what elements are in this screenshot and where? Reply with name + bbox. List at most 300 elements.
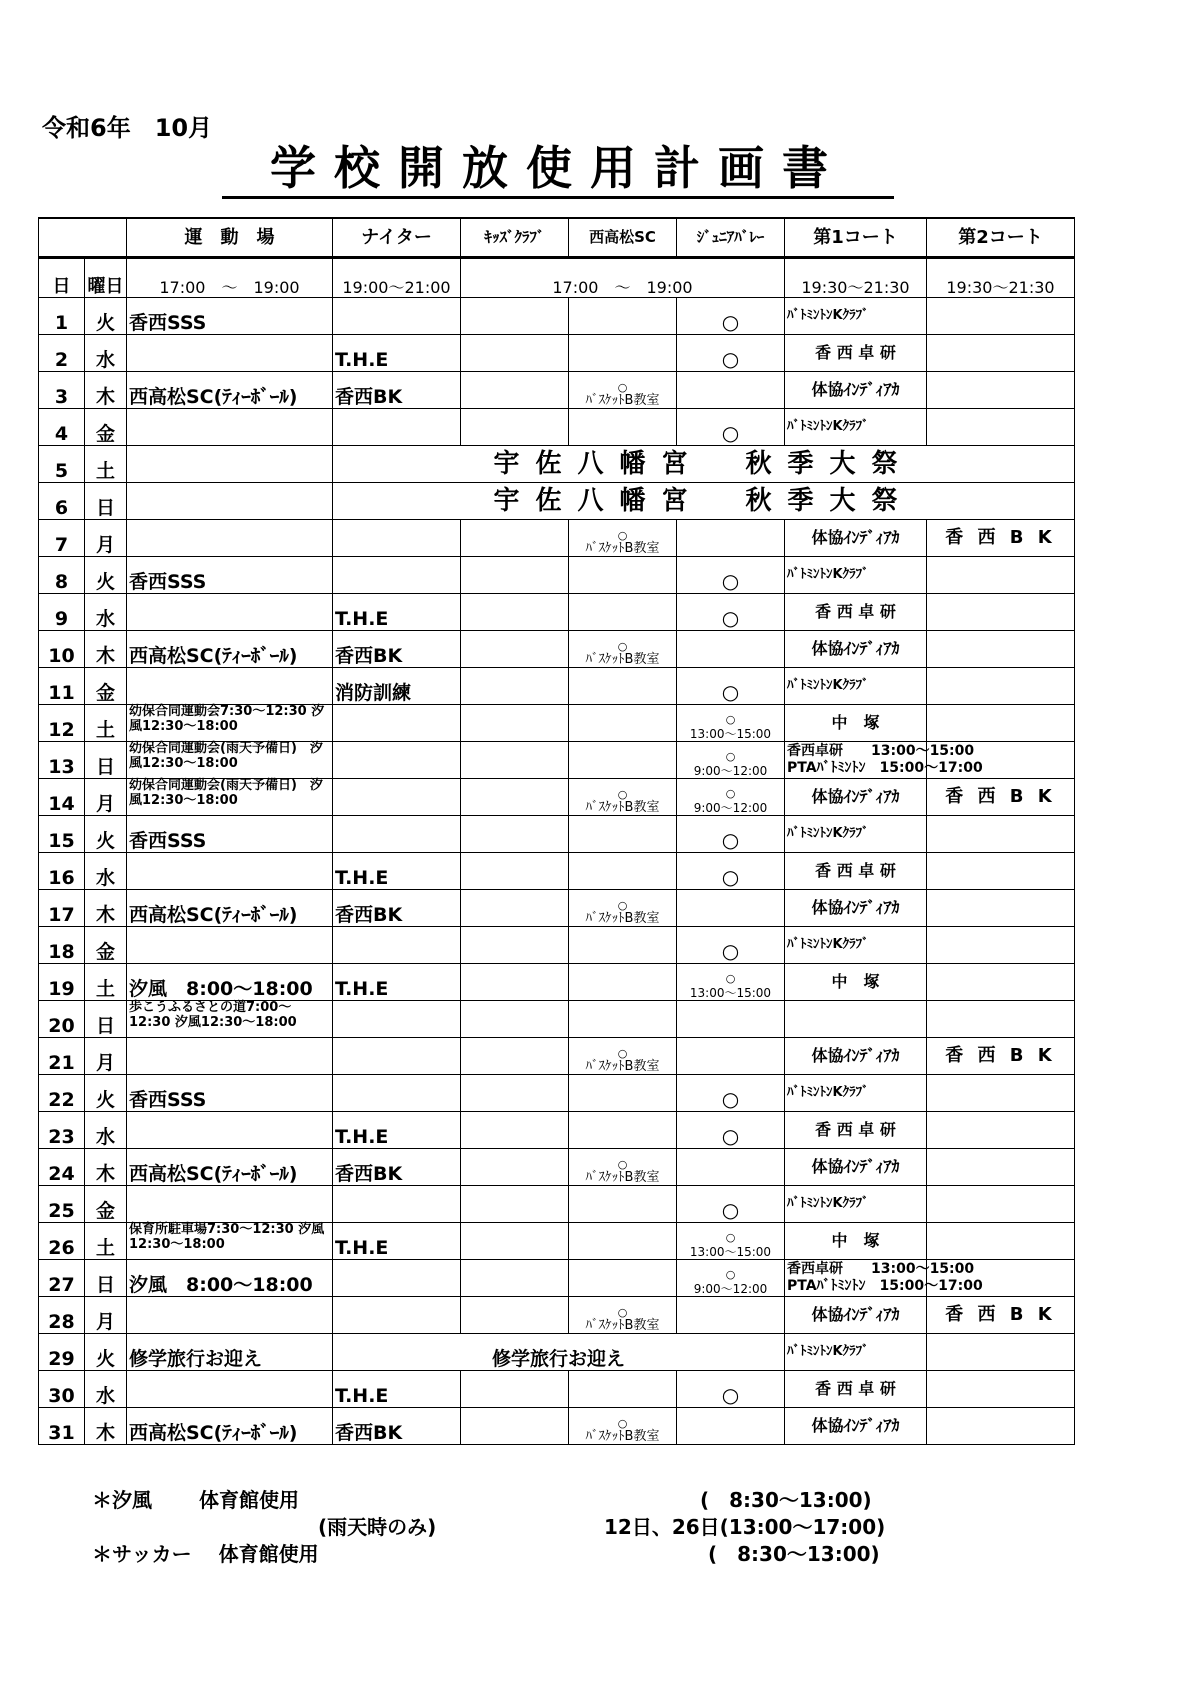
table-row [39,742,1075,779]
nishi-sc-cell [569,1408,677,1445]
court1-cell: ﾊﾞﾄﾐﾝﾄﾝKｸﾗﾌﾞ [785,298,927,335]
junior-volley-cell [677,668,785,705]
table-row [39,520,1075,557]
junior-volley-cell [677,1075,785,1112]
day-number: 7 [39,520,85,557]
nishi-sc-cell [569,890,677,927]
kids-cell [461,705,569,742]
court2-cell [927,853,1075,890]
nishi-sc-content [571,530,674,556]
nighter-cell [333,1297,461,1334]
ground-cell: 幼保合同運動会(雨天予備日) 汐風12:30～18:00 [127,779,333,816]
court1-line: PTAﾊﾞﾄﾐﾝﾄﾝ 15:00～17:00 [787,1278,983,1294]
table-row [39,927,1075,964]
kids-cell [461,631,569,668]
kids-cell [461,594,569,631]
kids-cell [461,409,569,446]
header-kids: ｷｯｽﾞｸﾗﾌﾞ [461,218,569,258]
day-number: 2 [39,335,85,372]
day-number: 11 [39,668,85,705]
day-number: 27 [39,1260,85,1297]
kids-cell [461,1075,569,1112]
junior-volley-content [679,750,782,778]
nishi-sc-mark: ○ [617,639,628,653]
table-row [39,594,1075,631]
junior-volley-mark: ○ [725,1231,736,1245]
nighter-cell: T.H.E [333,1223,461,1260]
ground-cell [127,853,333,890]
weekday: 日 [85,483,127,520]
junior-volley-mark: ○ [725,750,736,764]
junior-volley-cell [677,964,785,1001]
junior-volley-cell [677,557,785,594]
junior-volley-cell [677,705,785,742]
nishi-sc-cell [569,964,677,1001]
nishi-sc-content [571,1418,674,1444]
weekday: 日 [85,1260,127,1297]
header-day: 日 [39,258,85,298]
ground-cell: 西高松SC(ﾃｨｰﾎﾞｰﾙ) [127,372,333,409]
nighter-cell: 香西BK [333,372,461,409]
junior-volley-mark: ○ [721,939,740,964]
kids-cell [461,742,569,779]
table-row [39,668,1075,705]
kids-cell [461,1371,569,1408]
junior-volley-text: 9:00～12:00 [693,1281,768,1296]
day-number: 17 [39,890,85,927]
court2-cell [927,409,1075,446]
nishi-sc-text: ﾊﾞｽｹｯﾄB教室 [585,392,660,408]
nishi-sc-cell [569,520,677,557]
kids-cell [461,1260,569,1297]
nishi-sc-mark: ○ [617,1416,628,1430]
kids-cell [461,520,569,557]
nishi-sc-text: ﾊﾞｽｹｯﾄB教室 [585,1058,660,1074]
court2-cell: 香 西 B K [927,520,1075,557]
nishi-sc-cell [569,1149,677,1186]
court2-cell [927,298,1075,335]
footer-line3-right: ( 8:30～13:00) [708,1542,880,1566]
junior-volley-cell [677,372,785,409]
nishi-sc-cell [569,1297,677,1334]
ground-cell: 香西SSS [127,298,333,335]
weekday: 水 [85,853,127,890]
kids-cell [461,1038,569,1075]
weekday: 木 [85,372,127,409]
table-row [39,853,1075,890]
nighter-cell [333,927,461,964]
time-court2: 19:30～21:30 [927,258,1075,298]
junior-volley-text: 13:00～15:00 [689,726,772,741]
footer-line1-left: ＊汐風 体育館使用 [92,1488,299,1512]
nishi-sc-content [571,1159,674,1185]
footer-line2-right: 12日、26日(13:00～17:00) [604,1515,886,1539]
nishi-sc-mark: ○ [617,528,628,542]
nishi-sc-content [571,789,674,815]
day-number: 24 [39,1149,85,1186]
ground-cell: 香西SSS [127,557,333,594]
day-number: 23 [39,1112,85,1149]
nighter-cell: T.H.E [333,853,461,890]
junior-volley-mark: ○ [721,347,740,372]
event-cell: 宇佐八幡宮 秋季大祭 [333,446,1075,483]
junior-volley-mark: ○ [725,787,736,801]
day-number: 29 [39,1334,85,1371]
nighter-cell [333,742,461,779]
table-row [39,557,1075,594]
nighter-cell: 香西BK [333,1149,461,1186]
junior-volley-cell [677,409,785,446]
day-number: 18 [39,927,85,964]
day-number: 26 [39,1223,85,1260]
junior-volley-content [679,1268,782,1296]
court1-cell: 香 西 卓 研 [785,1112,927,1149]
header-court1: 第1コート [785,218,927,258]
ground-cell [127,927,333,964]
court2-cell [927,594,1075,631]
court2-cell [927,1149,1075,1186]
nishi-sc-content [571,382,674,408]
nighter-cell [333,557,461,594]
junior-volley-mark: ○ [721,1198,740,1223]
kids-cell [461,927,569,964]
nishi-sc-text: ﾊﾞｽｹｯﾄB教室 [585,799,660,815]
court2-cell [927,1075,1075,1112]
weekday: 木 [85,631,127,668]
ground-cell [127,446,333,483]
court2-cell [927,1112,1075,1149]
ground-cell [127,409,333,446]
junior-volley-mark: ○ [721,421,740,446]
time-nighter: 19:00～21:00 [333,258,461,298]
kids-cell [461,890,569,927]
ground-cell: 幼保合同運動会7:30～12:30 汐風12:30～18:00 [127,705,333,742]
junior-volley-cell [677,594,785,631]
table-row [39,1334,1075,1371]
court1-cell: 体協ｲﾝﾃﾞｨｱｶ [785,372,927,409]
weekday: 土 [85,705,127,742]
junior-volley-cell [677,335,785,372]
junior-volley-cell [677,853,785,890]
kids-cell [461,557,569,594]
weekday: 月 [85,520,127,557]
junior-volley-cell [677,1371,785,1408]
ground-cell: 西高松SC(ﾃｨｰﾎﾞｰﾙ) [127,1149,333,1186]
court1-cell: ﾊﾞﾄﾐﾝﾄﾝKｸﾗﾌﾞ [785,1334,927,1371]
ground-cell: 西高松SC(ﾃｨｰﾎﾞｰﾙ) [127,631,333,668]
day-number: 9 [39,594,85,631]
nishi-sc-cell [569,816,677,853]
nishi-sc-cell [569,594,677,631]
junior-volley-mark: ○ [721,1124,740,1149]
nighter-cell: T.H.E [333,335,461,372]
junior-volley-cell [677,1038,785,1075]
court1-cell: 体協ｲﾝﾃﾞｨｱｶ [785,890,927,927]
junior-volley-mark: ○ [721,569,740,594]
junior-volley-mark: ○ [725,1268,736,1282]
court1-cell: ﾊﾞﾄﾐﾝﾄﾝKｸﾗﾌﾞ [785,816,927,853]
kids-cell [461,1149,569,1186]
nighter-cell [333,409,461,446]
table-row [39,1371,1075,1408]
nishi-sc-mark: ○ [617,380,628,394]
nighter-cell [333,1186,461,1223]
kids-cell [461,1408,569,1445]
nighter-cell [333,1075,461,1112]
court1-cell: ﾊﾞﾄﾐﾝﾄﾝKｸﾗﾌﾞ [785,1186,927,1223]
day-number: 6 [39,483,85,520]
junior-volley-text: 13:00～15:00 [689,1244,772,1259]
nishi-sc-cell [569,927,677,964]
court1-cell [785,742,983,779]
court1-cell: 香 西 卓 研 [785,335,927,372]
nishi-sc-mark: ○ [617,1046,628,1060]
court1-cell: ﾊﾞﾄﾐﾝﾄﾝKｸﾗﾌﾞ [785,409,927,446]
weekday: 月 [85,1038,127,1075]
kids-cell [461,779,569,816]
junior-volley-cell [677,1186,785,1223]
header-nighter: ナイター [333,218,461,258]
junior-volley-cell [677,890,785,927]
court2-cell [927,1408,1075,1445]
junior-volley-cell [677,742,785,779]
day-number: 19 [39,964,85,1001]
junior-volley-mark: ○ [721,865,740,890]
ground-cell [127,520,333,557]
weekday: 日 [85,1001,127,1038]
court1-cell: 香 西 卓 研 [785,1371,927,1408]
nishi-sc-cell [569,298,677,335]
junior-volley-cell [677,1297,785,1334]
court1-cell: 体協ｲﾝﾃﾞｨｱｶ [785,631,927,668]
court1-cell: ﾊﾞﾄﾐﾝﾄﾝKｸﾗﾌﾞ [785,668,927,705]
junior-volley-mark: ○ [721,1383,740,1408]
court2-cell: 香 西 B K [927,1297,1075,1334]
nighter-cell [333,705,461,742]
nishi-sc-cell [569,1260,677,1297]
header-ground: 運 動 場 [127,218,333,258]
kids-cell [461,335,569,372]
nishi-sc-cell [569,1001,677,1038]
court2-cell: 香 西 B K [927,779,1075,816]
header-cell [39,218,127,258]
weekday: 木 [85,1149,127,1186]
junior-volley-text: 13:00～15:00 [689,985,772,1000]
table-row [39,1223,1075,1260]
court2-cell [927,890,1075,927]
ground-cell: 西高松SC(ﾃｨｰﾎﾞｰﾙ) [127,890,333,927]
court1-cell: 体協ｲﾝﾃﾞｨｱｶ [785,1297,927,1334]
ground-cell [127,1112,333,1149]
nishi-sc-cell [569,1223,677,1260]
court1-cell: ﾊﾞﾄﾐﾝﾄﾝKｸﾗﾌﾞ [785,927,927,964]
court1-cell: 体協ｲﾝﾃﾞｨｱｶ [785,1149,927,1186]
weekday: 火 [85,1075,127,1112]
weekday: 日 [85,742,127,779]
ground-cell: 歩こうふるさとの道7:00～12:30 汐風12:30～18:00 [127,1001,333,1038]
table-row [39,409,1075,446]
nighter-cell: 消防訓練 [333,668,461,705]
junior-volley-mark: ○ [721,680,740,705]
ground-cell [127,594,333,631]
kids-cell [461,816,569,853]
court1-cell: ﾊﾞﾄﾐﾝﾄﾝKｸﾗﾌﾞ [785,557,927,594]
kids-cell [461,853,569,890]
kids-cell [461,668,569,705]
court1-line: 香西卓研 13:00～15:00 [787,743,975,760]
nishi-sc-content [571,900,674,926]
nighter-cell [333,816,461,853]
day-number: 3 [39,372,85,409]
day-number: 16 [39,853,85,890]
weekday: 木 [85,890,127,927]
day-number: 21 [39,1038,85,1075]
day-number: 20 [39,1001,85,1038]
table-row [39,1001,1075,1038]
table-row [39,372,1075,409]
court1-cell: 中 塚 [785,964,927,1001]
junior-volley-cell [677,1112,785,1149]
court1-cell: 香 西 卓 研 [785,594,927,631]
day-number: 28 [39,1297,85,1334]
ground-cell [127,483,333,520]
court1-cell: 体協ｲﾝﾃﾞｨｱｶ [785,1408,927,1445]
header-junior-volley: ｼﾞｭﾆｱﾊﾞﾚｰ [677,218,785,258]
nishi-sc-text: ﾊﾞｽｹｯﾄB教室 [585,540,660,556]
nighter-cell: 香西BK [333,631,461,668]
weekday: 水 [85,335,127,372]
court1-cell: 中 塚 [785,1223,927,1260]
table-row [39,816,1075,853]
weekday: 木 [85,1408,127,1445]
header-court2: 第2コート [927,218,1075,258]
court2-cell [927,816,1075,853]
weekday: 火 [85,816,127,853]
weekday: 火 [85,557,127,594]
nishi-sc-text: ﾊﾞｽｹｯﾄB教室 [585,651,660,667]
nighter-cell: T.H.E [333,1112,461,1149]
header-nishi-sc: 西高松SC [569,218,677,258]
nishi-sc-mark: ○ [617,898,628,912]
junior-volley-cell [677,1223,785,1260]
table-row [39,298,1075,335]
junior-volley-text: 9:00～12:00 [693,800,768,815]
header-weekday: 曜日 [85,258,127,298]
schedule-table [38,217,1075,1445]
nishi-sc-text: ﾊﾞｽｹｯﾄB教室 [585,910,660,926]
court1-cell: 体協ｲﾝﾃﾞｨｱｶ [785,779,927,816]
junior-volley-cell [677,520,785,557]
kids-cell [461,1112,569,1149]
nighter-cell: T.H.E [333,1371,461,1408]
nighter-cell [333,1001,461,1038]
junior-volley-cell [677,1149,785,1186]
document-date: 令和6年 10月 [42,114,213,142]
ground-cell [127,1186,333,1223]
day-number: 22 [39,1075,85,1112]
nishi-sc-text: ﾊﾞｽｹｯﾄB教室 [585,1317,660,1333]
day-number: 4 [39,409,85,446]
nighter-cell [333,298,461,335]
junior-volley-mark: ○ [721,310,740,335]
court1-line: PTAﾊﾞﾄﾐﾝﾄﾝ 15:00～17:00 [787,760,983,776]
court2-cell [927,631,1075,668]
table-row [39,631,1075,668]
ground-cell [127,1371,333,1408]
nishi-sc-text: ﾊﾞｽｹｯﾄB教室 [585,1169,660,1185]
nishi-sc-cell [569,557,677,594]
kids-cell [461,298,569,335]
court2-cell [927,372,1075,409]
ground-cell: 幼保合同運動会(雨天予備日) 汐風12:30～18:00 [127,742,333,779]
junior-volley-cell [677,298,785,335]
weekday: 月 [85,1297,127,1334]
junior-volley-content [679,972,782,1000]
document-title: 学校開放使用計画書 [222,140,894,199]
nishi-sc-cell [569,1371,677,1408]
footer-line2-left: (雨天時のみ) [318,1515,437,1539]
table-row [39,1297,1075,1334]
weekday: 金 [85,409,127,446]
nighter-cell: T.H.E [333,594,461,631]
ground-cell [127,1297,333,1334]
table-row [39,1408,1075,1445]
court1-cell: 中 塚 [785,705,927,742]
ground-cell: 汐風 8:00～18:00 [127,964,333,1001]
kids-cell [461,1223,569,1260]
nishi-sc-cell [569,409,677,446]
ground-cell: 修学旅行お迎え [127,1334,333,1371]
day-number: 10 [39,631,85,668]
table-row [39,1038,1075,1075]
nishi-sc-cell [569,668,677,705]
court2-cell [927,1371,1075,1408]
weekday: 火 [85,298,127,335]
table-row [39,1260,1075,1297]
junior-volley-mark: ○ [721,1087,740,1112]
nishi-sc-mark: ○ [617,787,628,801]
header-row [39,218,1075,258]
ground-cell [127,335,333,372]
ground-cell [127,1038,333,1075]
nishi-sc-cell [569,705,677,742]
court1-cell: ﾊﾞﾄﾐﾝﾄﾝKｸﾗﾌﾞ [785,1075,927,1112]
table-row [39,483,1075,520]
court1-line: 香西卓研 13:00～15:00 [787,1261,975,1278]
day-number: 15 [39,816,85,853]
ground-cell: 汐風 8:00～18:00 [127,1260,333,1297]
day-number: 25 [39,1186,85,1223]
nishi-sc-cell [569,372,677,409]
nishi-sc-cell [569,335,677,372]
junior-volley-cell [677,816,785,853]
nighter-cell [333,1038,461,1075]
weekday: 水 [85,1112,127,1149]
weekday: 月 [85,779,127,816]
court2-cell [927,964,1075,1001]
junior-volley-content [679,787,782,815]
court1-cell: 香 西 卓 研 [785,853,927,890]
table-row [39,779,1075,816]
nighter-cell [333,1260,461,1297]
kids-cell [461,1297,569,1334]
junior-volley-cell [677,1408,785,1445]
nishi-sc-cell [569,1112,677,1149]
court1-cell: 体協ｲﾝﾃﾞｨｱｶ [785,1038,927,1075]
footer-line1-right: ( 8:30～13:00) [700,1488,872,1512]
weekday: 土 [85,964,127,1001]
time-ground: 17:00 ～ 19:00 [127,258,333,298]
